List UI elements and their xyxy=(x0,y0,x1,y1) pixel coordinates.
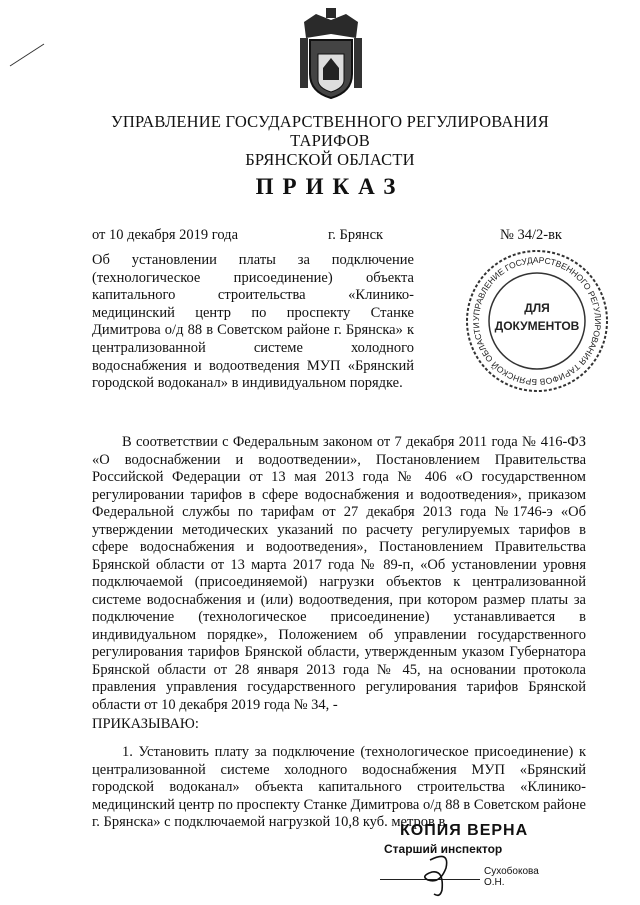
document-number: № 34/2-вк xyxy=(500,227,562,243)
handwritten-signature xyxy=(410,850,490,900)
preamble-paragraph: В соответствии с Федеральным законом от 7 декабря 2011 года № 416-ФЗ «О водоснабжении и водоотведении», Постановлением Правительства Российской Федерации от 13 мая 2013 года № 406 «О государственном регулировании тарифов в сфере водоснабжения и водоотведения», приказом Федеральной службы по тарифам от 27 декабря 2013 года №1746-э «Об утверждении методических указаний по расчету регулируемых тарифов в сфере водоснабжения и водоотведения», Постановлением Правительства Брянской области от 13 марта 2017 года № 89-п, «Об установлении уровня подключаемой (присоединяемой) нагрузки объектов к централизованной системе водоснабжения и (или) водоотведения, при котором размер платы за подключение (технологическое присоединение) устанавливается в индивидуальном порядке», Положением об управлении государственного регулирования тарифов Брянской области, утвержденным указом Губернатора Брянской области от 28 января 2013 года № 45, на основании протокола правления управления государственного регулирования тарифов Брянской области от 10 декабря 2019 года № 34, - xyxy=(92,434,586,713)
document-subject: Об установлении платы за подключение (технологическое присоединение) объекта капитального строительства «Клинико-медицинский центр по проспекту Станке Димитрова о/д 88 в Советском районе г. Брянска» к централизованной системе холодного водоснабжения и водоотведения МУП «Брянский городской водоканал» в индивидуальном порядке. xyxy=(92,252,414,392)
round-stamp xyxy=(462,246,612,396)
pen-mark xyxy=(8,40,48,70)
document-title: ПРИКАЗ xyxy=(255,174,405,199)
copy-stamp-name: Сухобокова О.Н. xyxy=(484,866,539,888)
order-word: ПРИКАЗЫВАЮ: xyxy=(92,716,199,732)
document-city: г. Брянск xyxy=(328,227,384,243)
copy-stamp-role: Старший инспектор xyxy=(384,842,503,856)
organization-line-2: БРЯНСКОЙ ОБЛАСТИ xyxy=(245,150,415,169)
copy-stamp-title: КОПИЯ ВЕРНА xyxy=(400,822,529,839)
organization-name xyxy=(80,112,580,169)
coat-of-arms-emblem xyxy=(296,8,366,102)
organization-line-1: УПРАВЛЕНИЕ ГОСУДАРСТВЕННОГО РЕГУЛИРОВАНИЯ ТАРИФОВ xyxy=(111,112,549,150)
order-item-1: 1. Установить плату за подключение (технологическое присоединение) к централизованной системе холодного водоснабжения МУП «Брянский городской водоканал» объекта капитального строительства «Клинико-медицинский центр по проспекту Станке Димитрова о/д 88 в Советском районе г. Брянска» с подключаемой нагрузкой 10,8 куб. метров в xyxy=(92,744,586,830)
stamp-ring-text: УПРАВЛЕНИЕ ГОСУДАРСТВЕННОГО РЕГУЛИРОВАНИЯ ТАРИФОВ БРЯНСКОЙ ОБЛАСТИ xyxy=(470,254,604,388)
stamp-center-line-2: ДОКУМЕНТОВ xyxy=(494,319,580,333)
stamp-center-line-1: ДЛЯ xyxy=(524,301,550,315)
document-date: от 10 декабря 2019 года xyxy=(92,227,238,243)
